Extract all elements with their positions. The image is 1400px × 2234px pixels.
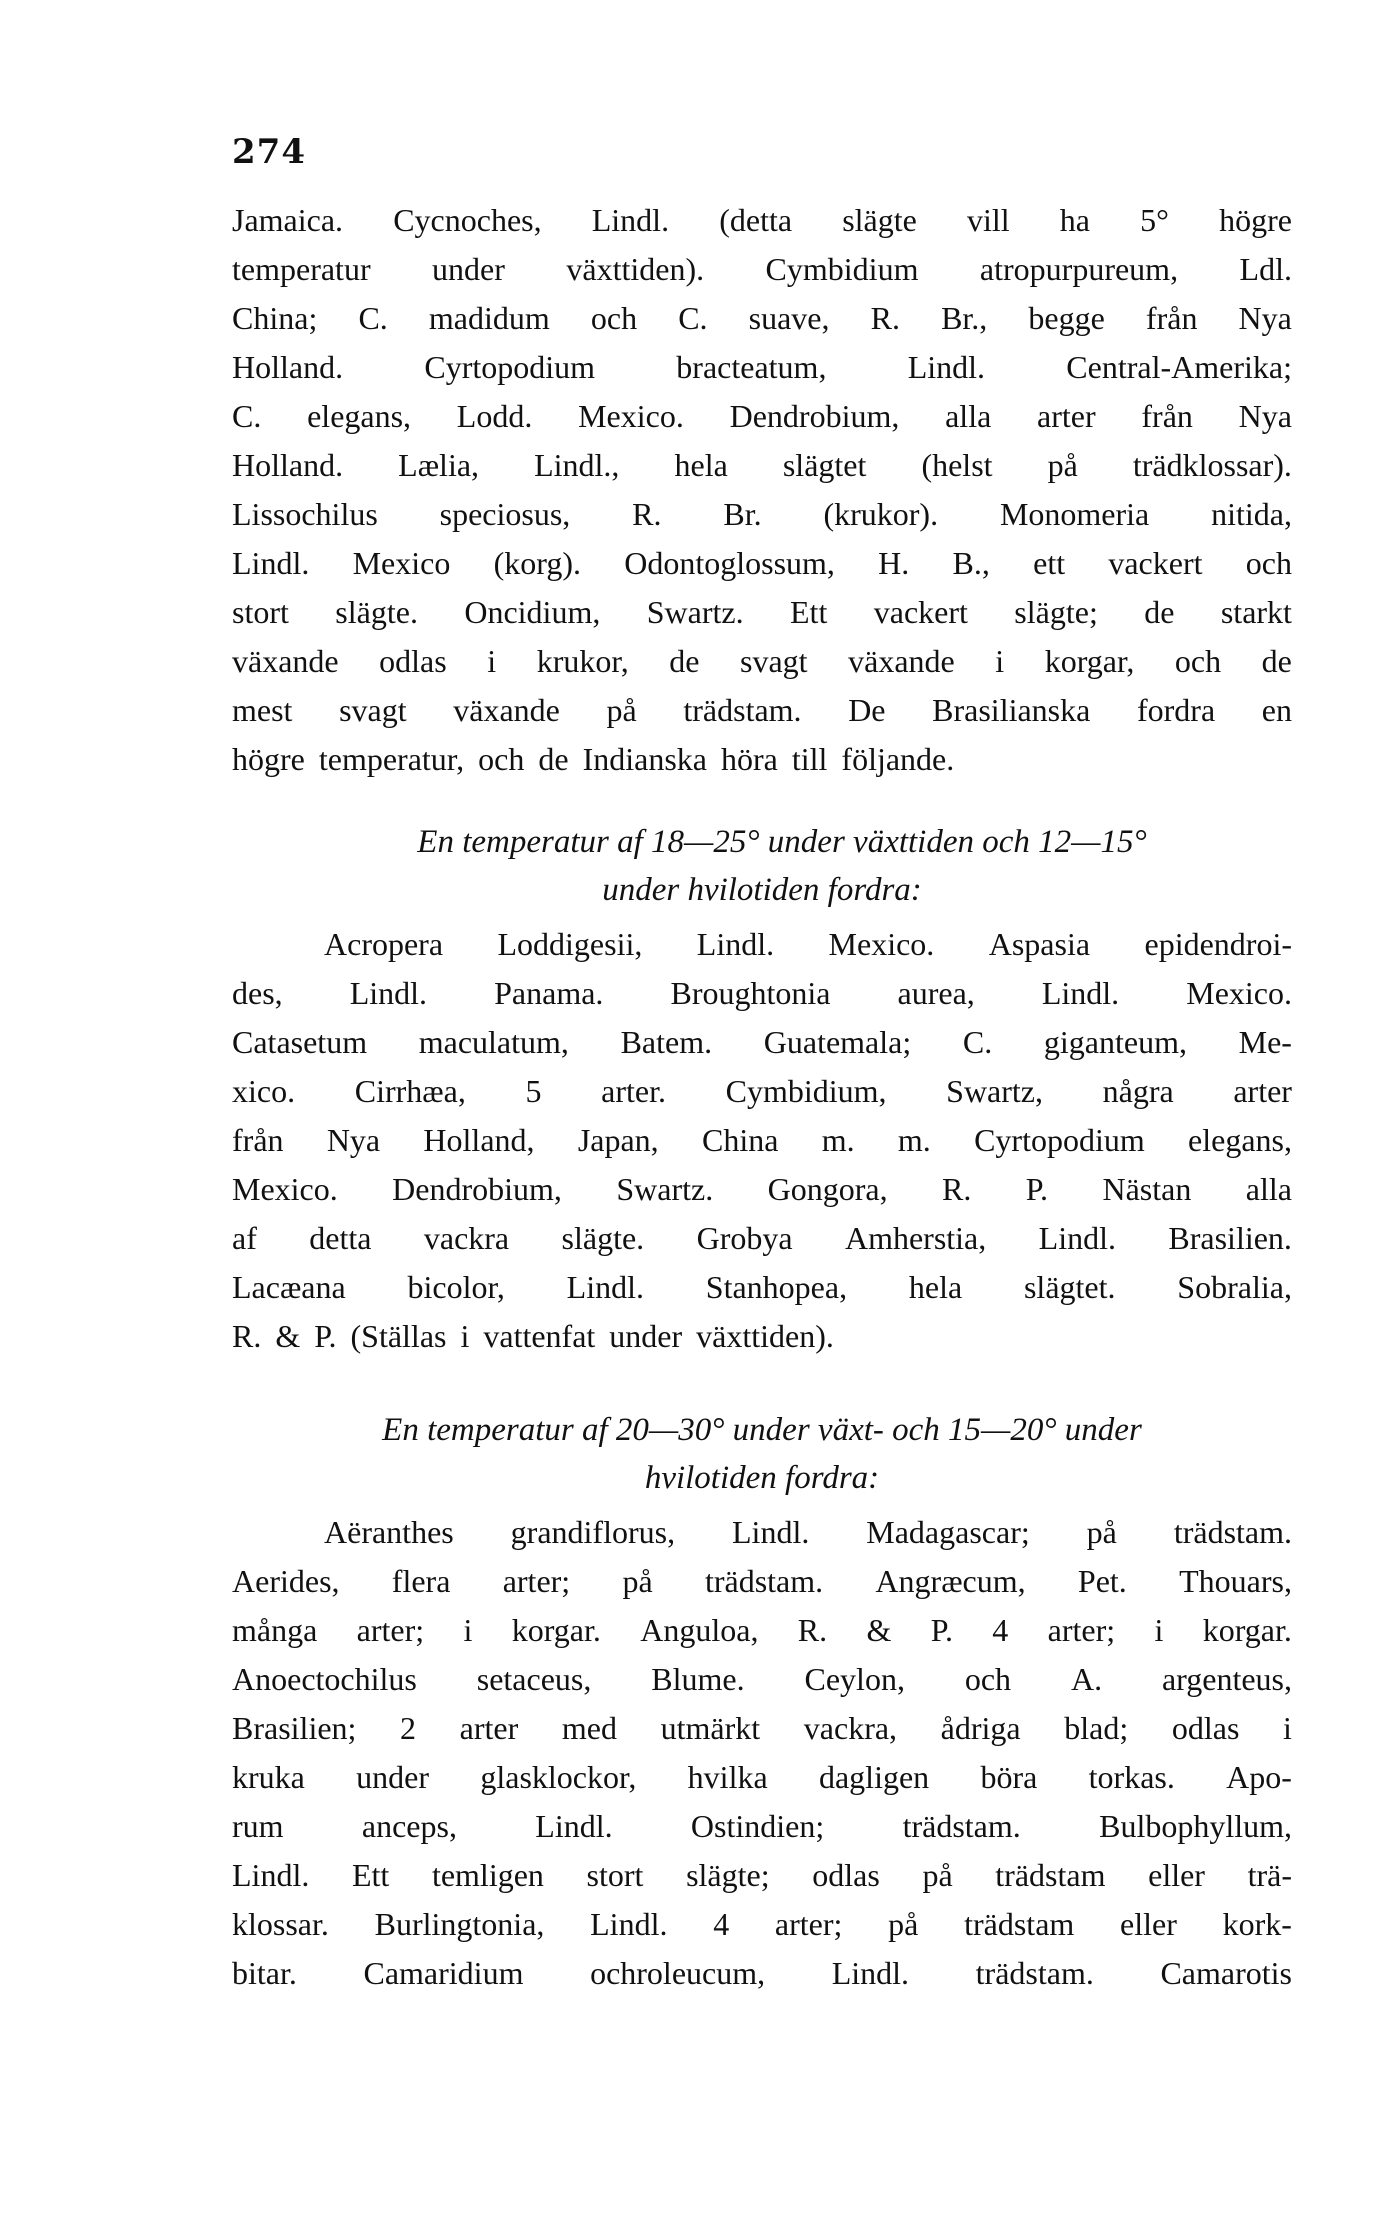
text-line: Aerides, flera arter; på trädstam. Angræcum, Pet. Thouars,: [232, 1563, 1292, 1599]
text-line: China; C. madidum och C. suave, R. Br., begge från Nya: [232, 300, 1292, 336]
heading-line: En temperatur af 18—25° under växttiden och 12—15°: [417, 824, 1147, 860]
text-line: xico. Cirrhæa, 5 arter. Cymbidium, Swartz, några arter: [232, 1073, 1292, 1109]
page-number: 274: [232, 132, 306, 172]
heading-line: under hvilotiden fordra:: [602, 872, 922, 908]
paragraph-1: [232, 196, 1292, 784]
text-line: växande odlas i krukor, de svagt växande i korgar, och de: [232, 643, 1292, 679]
text-line: Anoectochilus setaceus, Blume. Ceylon, och A. argenteus,: [232, 1661, 1292, 1697]
text-line: Lacæana bicolor, Lindl. Stanhopea, hela slägtet. Sobralia,: [232, 1269, 1292, 1305]
text-line: rum anceps, Lindl. Ostindien; trädstam. Bulbophyllum,: [232, 1808, 1292, 1844]
text-line: från Nya Holland, Japan, China m. m. Cyrtopodium elegans,: [232, 1122, 1292, 1158]
text-line: temperatur under växttiden). Cymbidium atropurpureum, Ldl.: [232, 251, 1292, 287]
text-line: C. elegans, Lodd. Mexico. Dendrobium, alla arter från Nya: [232, 398, 1292, 434]
text-line: stort slägte. Oncidium, Swartz. Ett vackert slägte; de starkt: [232, 594, 1292, 630]
text-line: klossar. Burlingtonia, Lindl. 4 arter; på trädstam eller kork-: [232, 1906, 1292, 1942]
heading-line: En temperatur af 20—30° under växt- och 15—20° under: [382, 1412, 1142, 1448]
paragraph-3: [232, 1508, 1292, 1998]
paragraph-2: [232, 920, 1292, 1361]
text-line: många arter; i korgar. Anguloa, R. & P. 4 arter; i korgar.: [232, 1612, 1292, 1648]
section-heading-1: [232, 818, 1292, 914]
text-line: kruka under glasklockor, hvilka dagligen böra torkas. Apo-: [232, 1759, 1292, 1795]
section-heading-2: [232, 1406, 1292, 1502]
text-line: mest svagt växande på trädstam. De Brasilianska fordra en: [232, 692, 1292, 728]
text-line: bitar. Camaridium ochroleucum, Lindl. trädstam. Camarotis: [232, 1955, 1292, 1991]
text-line: R. & P. (Ställas i vattenfat under växttiden).: [232, 1318, 834, 1354]
text-line: Holland. Cyrtopodium bracteatum, Lindl. Central-Amerika;: [232, 349, 1292, 385]
text-line: Lindl. Ett temligen stort slägte; odlas på trädstam eller trä-: [232, 1857, 1292, 1893]
text-line: Jamaica. Cycnoches, Lindl. (detta slägte vill ha 5° högre: [232, 202, 1292, 238]
text-line: Acropera Loddigesii, Lindl. Mexico. Aspasia epidendroi-: [324, 926, 1292, 962]
text-line: Catasetum maculatum, Batem. Guatemala; C. giganteum, Me-: [232, 1024, 1292, 1060]
text-line: högre temperatur, och de Indianska höra till följande.: [232, 741, 955, 777]
heading-line: hvilotiden fordra:: [644, 1460, 880, 1496]
text-line: Lissochilus speciosus, R. Br. (krukor). Monomeria nitida,: [232, 496, 1292, 532]
text-line: af detta vackra slägte. Grobya Amherstia, Lindl. Brasilien.: [232, 1220, 1292, 1256]
text-line: Aëranthes grandiflorus, Lindl. Madagascar; på trädstam.: [324, 1514, 1292, 1550]
text-line: Mexico. Dendrobium, Swartz. Gongora, R. P. Nästan alla: [232, 1171, 1292, 1207]
text-line: Brasilien; 2 arter med utmärkt vackra, ådriga blad; odlas i: [232, 1710, 1292, 1746]
text-line: des, Lindl. Panama. Broughtonia aurea, Lindl. Mexico.: [232, 975, 1292, 1011]
text-line: Holland. Lælia, Lindl., hela slägtet (helst på trädklossar).: [232, 447, 1292, 483]
text-line: Lindl. Mexico (korg). Odontoglossum, H. B., ett vackert och: [232, 545, 1292, 581]
